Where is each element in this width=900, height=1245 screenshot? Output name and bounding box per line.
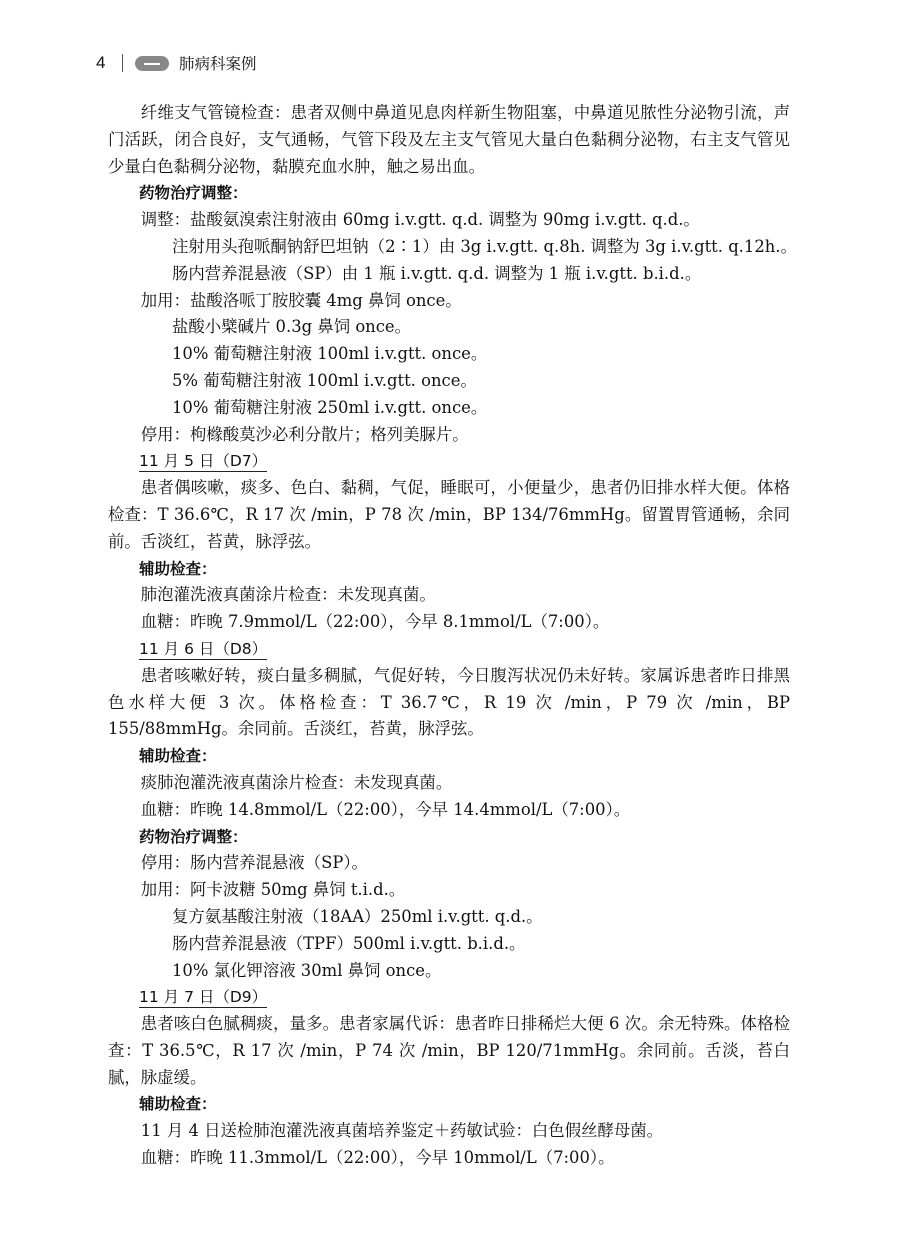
- section-heading: 药物治疗调整：: [139, 827, 248, 846]
- date-label: 11 月 5 日（D7）: [139, 452, 268, 471]
- list-item: 血糖：昨晚 14.8mmol/L（22:00），今早 14.4mmol/L（7:00）。: [140, 799, 631, 819]
- list-item: 血糖：昨晚 7.9mmol/L（22:00），今早 8.1mmol/L（7:00）。: [140, 612, 610, 632]
- list-item-continued: 肠内营养混悬液（SP）由 1 瓶 i.v.gtt. q.d. 调整为 1 瓶 i.v.gtt. b.i.d.。: [172, 263, 702, 283]
- chapter-mark-icon: [135, 56, 169, 71]
- header-divider: [122, 54, 123, 72]
- list-item: 肺泡灌洗液真菌涂片检查：未发现真菌。: [140, 585, 436, 605]
- list-item-continued: 注射用头孢哌酮钠舒巴坦钠（2∶1）由 3g i.v.gtt. q.8h. 调整为 3g i.v.gtt. q.12h.。: [172, 236, 797, 256]
- list-item-continued: 5% 葡萄糖注射液 100ml i.v.gtt. once。: [172, 370, 477, 390]
- list-item-continued: 10% 葡萄糖注射液 100ml i.v.gtt. once。: [172, 344, 488, 364]
- paragraph: 患者咳白色腻稠痰，量多。患者家属代诉：患者昨日排稀烂大便 6 次。余无特殊。体格检查：T 36.5℃，R 17 次 /min，P 74 次 /min，BP 120/71mmHg。余同前。舌淡，苔白腻，脉虚缓。: [108, 1014, 790, 1087]
- list-item-continued: 复方氨基酸注射液（18AA）250ml i.v.gtt. q.d.。: [172, 906, 543, 926]
- section-heading: 辅助检查：: [139, 559, 217, 578]
- section-heading: 药物治疗调整：: [139, 184, 248, 203]
- date-label: 11 月 7 日（D9）: [139, 988, 268, 1007]
- section-heading: 辅助检查：: [139, 747, 217, 766]
- page-number: 4: [96, 53, 106, 72]
- date-heading: [108, 984, 790, 1011]
- list-item: 停用：枸橼酸莫沙必利分散片；格列美脲片。: [140, 424, 469, 444]
- date-label: 11 月 6 日（D8）: [139, 639, 268, 658]
- list-item-continued: 10% 氯化钾溶液 30ml 鼻饲 once。: [172, 960, 442, 980]
- paragraph: 患者偶咳嗽，痰多、色白、黏稠，气促，睡眠可，小便量少，患者仍旧排水样大便。体格检查：T 36.6℃，R 17 次 /min，P 78 次 /min，BP 134/76mmHg。留置胃管通畅，余同前。舌淡红，苔黄，脉浮弦。: [108, 478, 790, 551]
- section-heading: 辅助检查：: [139, 1095, 217, 1114]
- list-item-continued: 10% 葡萄糖注射液 250ml i.v.gtt. once。: [172, 397, 488, 417]
- list-item-continued: 盐酸小檗碱片 0.3g 鼻饲 once。: [172, 317, 412, 337]
- list-item: 加用：阿卡波糖 50mg 鼻饲 t.i.d.。: [140, 880, 406, 900]
- list-item: 加用：盐酸洛哌丁胺胶囊 4mg 鼻饲 once。: [140, 290, 462, 310]
- date-heading: [108, 448, 790, 475]
- date-heading: [108, 636, 790, 663]
- paragraph: 患者咳嗽好转，痰白量多稠腻，气促好转，今日腹泻状况仍未好转。家属诉患者昨日排黑色水样大便 3 次。体格检查：T 36.7℃，R 19 次 /min，P 79 次 /min，BP 155/88mmHg。余同前。舌淡红，苔黄，脉浮弦。: [108, 665, 790, 739]
- page-content: [108, 100, 797, 1172]
- list-item-continued: 肠内营养混悬液（TPF）500ml i.v.gtt. b.i.d.。: [172, 933, 526, 953]
- list-item: 痰肺泡灌洗液真菌涂片检查：未发现真菌。: [140, 772, 453, 792]
- list-item: 11 月 4 日送检肺泡灌洗液真菌培养鉴定＋药敏试验：白色假丝酵母菌。: [140, 1121, 664, 1141]
- list-item: 停用：肠内营养混悬液（SP）。: [140, 853, 368, 873]
- paragraph: 纤维支气管镜检查：患者双侧中鼻道见息肉样新生物阻塞，中鼻道见脓性分泌物引流，声门活跃，闭合良好，支气通畅，气管下段及左主支气管见大量白色黏稠分泌物，右主支气管见少量白色黏稠分泌物，黏膜充血水肿，触之易出血。: [108, 103, 790, 176]
- page-header: [96, 48, 257, 78]
- list-item: 调整：盐酸氨溴索注射液由 60mg i.v.gtt. q.d. 调整为 90mg i.v.gtt. q.d.。: [140, 210, 700, 230]
- list-item: 血糖：昨晚 11.3mmol/L（22:00），今早 10mmol/L（7:00）。: [140, 1148, 615, 1168]
- chapter-title: 肺病科案例: [179, 55, 257, 73]
